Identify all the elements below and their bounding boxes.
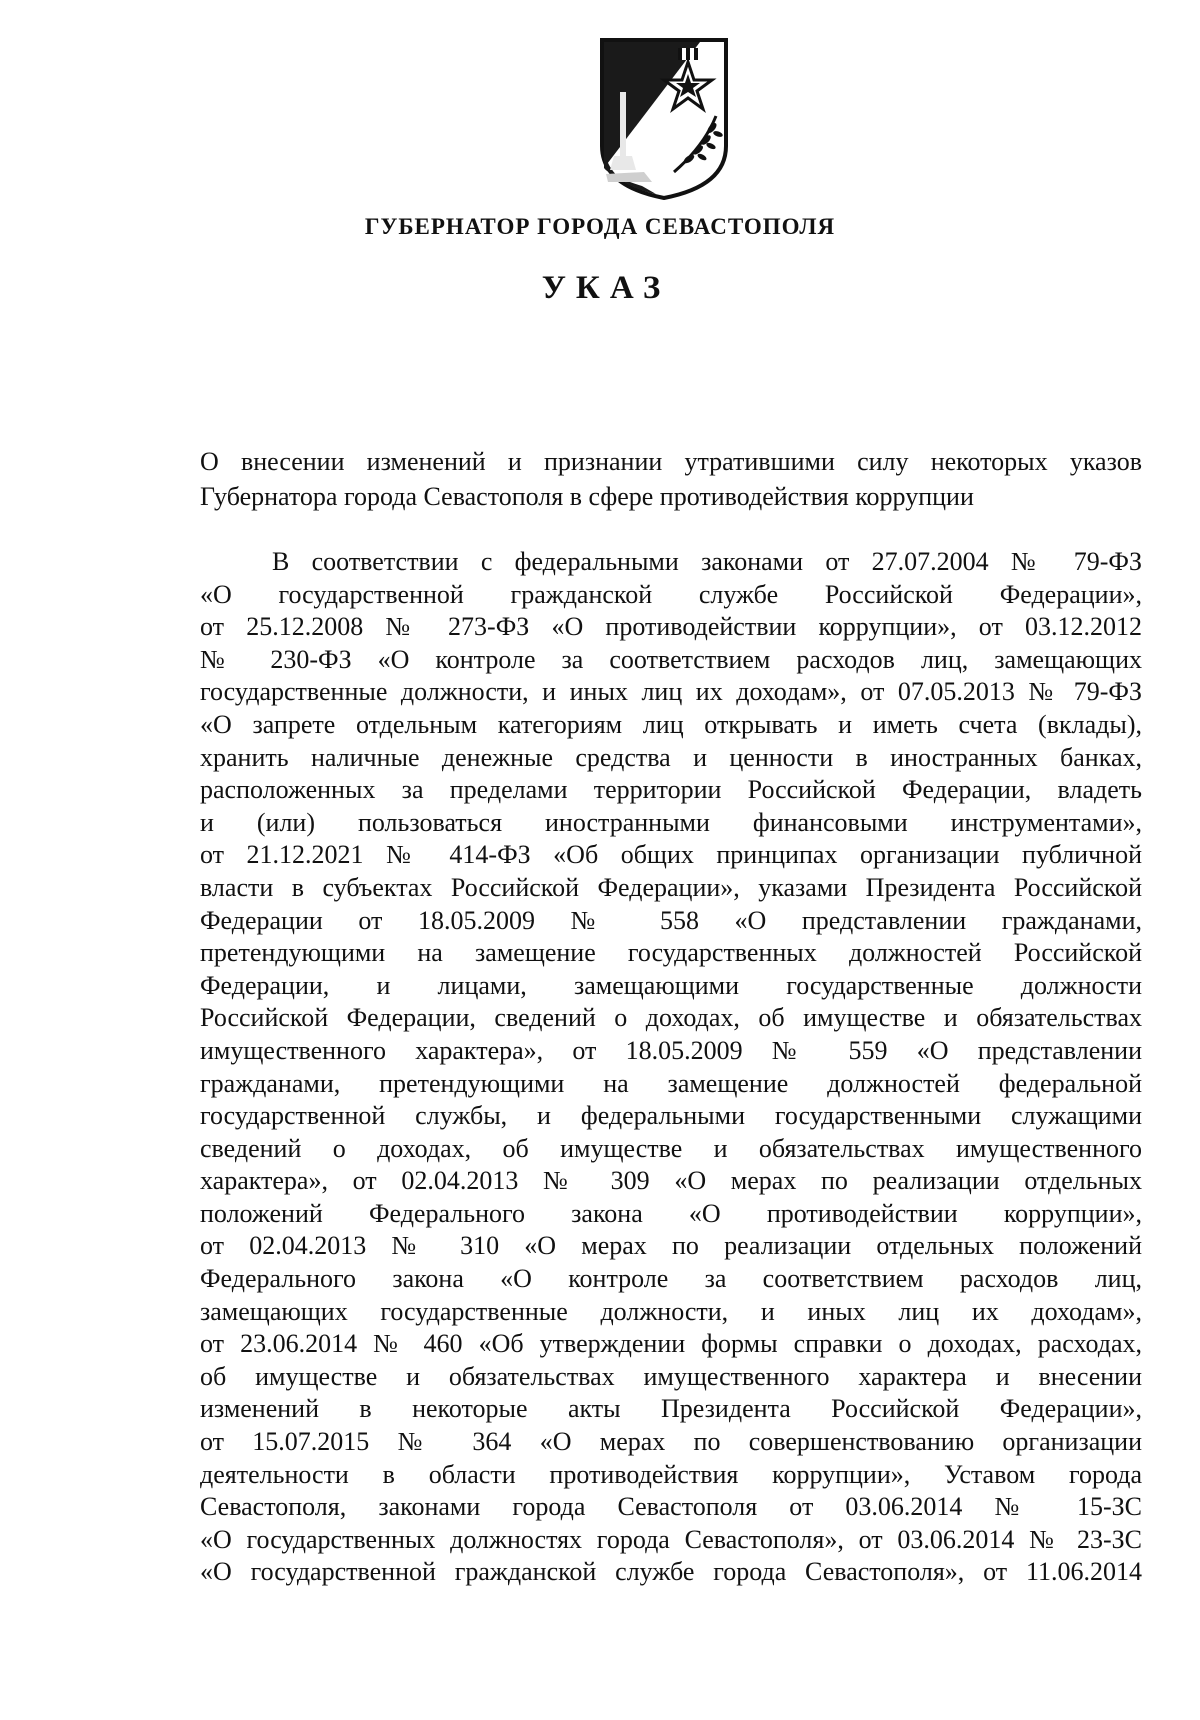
subject-line: О внесении изменений и признании утратившими силу некоторых указов: [200, 447, 1142, 476]
body-line: Федерации от 18.05.2009 № 558 «О представлении гражданами,: [200, 905, 1142, 935]
body-line: от 15.07.2015 № 364 «О мерах по совершенствованию организации: [200, 1427, 1142, 1457]
body-line: государственной службы, и федеральными государственными служащими: [200, 1101, 1142, 1131]
body-line: от 02.04.2013 № 310 «О мерах по реализации отдельных положений: [200, 1231, 1142, 1261]
body-line: Российской Федерации, сведений о доходах, об имуществе и обязательствах: [200, 1003, 1142, 1033]
body-line: характера», от 02.04.2013 № 309 «О мерах по реализации отдельных: [200, 1166, 1142, 1196]
issuer-title: ГУБЕРНАТОР ГОРОДА СЕВАСТОПОЛЯ: [364, 214, 836, 239]
body-line: расположенных за пределами территории Российской Федерации, владеть: [200, 775, 1142, 805]
body-line: гражданами, претендующими на замещение должностей федеральной: [200, 1068, 1142, 1098]
body-line: № 230-ФЗ «О контроле за соответствием расходов лиц, замещающих: [200, 644, 1142, 674]
body-line: В соответствии с федеральными законами от 27.07.2004 № 79-ФЗ: [272, 547, 1142, 576]
body-line: Федерации, и лицами, замещающими государственные должности: [200, 970, 1142, 1000]
body-line: претендующими на замещение государственных должностей Российской: [200, 938, 1142, 968]
body-line: замещающих государственные должности, и иных лиц их доходам»,: [200, 1296, 1142, 1326]
body-line: деятельности в области противодействия коррупции», Уставом города: [200, 1459, 1142, 1489]
coat-of-arms-emblem: [596, 36, 732, 202]
body-line: «О государственных должностях города Севастополя», от 03.06.2014 № 23-ЗС: [200, 1524, 1142, 1554]
body-line: сведений о доходах, об имуществе и обязательствах имущественного: [200, 1133, 1142, 1163]
body-line: изменений в некоторые акты Президента Российской Федерации»,: [200, 1394, 1142, 1424]
body-line: «О государственной гражданской службе Российской Федерации»,: [200, 579, 1142, 609]
body-line: власти в субъектах Российской Федерации», указами Президента Российской: [200, 872, 1142, 902]
body-line: от 23.06.2014 № 460 «Об утверждении формы справки о доходах, расходах,: [200, 1329, 1142, 1359]
body-line: имущественного характера», от 18.05.2009 № 559 «О представлении: [200, 1035, 1142, 1065]
body-line: «О государственной гражданской службе города Севастополя», от 11.06.2014: [200, 1557, 1142, 1587]
body-line: от 21.12.2021 № 414-ФЗ «Об общих принципах организации публичной: [200, 840, 1142, 870]
body-line: государственные должности, и иных лиц их доходам», от 07.05.2013 № 79-ФЗ: [200, 677, 1142, 707]
body-line: Севастополя, законами города Севастополя от 03.06.2014 № 15-ЗС: [200, 1492, 1142, 1522]
body-line: от 25.12.2008 № 273-ФЗ «О противодействии коррупции», от 03.12.2012: [200, 612, 1142, 642]
body-line: положений Федерального закона «О противодействии коррупции»,: [200, 1198, 1142, 1228]
decree-subject: [200, 444, 1142, 514]
decree-body: [200, 546, 1142, 1589]
body-line: «О запрете отдельным категориям лиц открывать и иметь счета (вклады),: [200, 709, 1142, 739]
document-type-title: УКАЗ: [541, 270, 671, 306]
subject-line: Губернатора города Севастополя в сфере противодействия коррупции: [200, 482, 974, 511]
body-line: хранить наличные денежные средства и ценности в иностранных банках,: [200, 742, 1142, 772]
body-line: Федерального закона «О контроле за соответствием расходов лиц,: [200, 1264, 1142, 1294]
body-line: об имуществе и обязательствах имущественного характера и внесении: [200, 1361, 1142, 1391]
body-line: и (или) пользоваться иностранными финансовыми инструментами»,: [200, 807, 1142, 837]
